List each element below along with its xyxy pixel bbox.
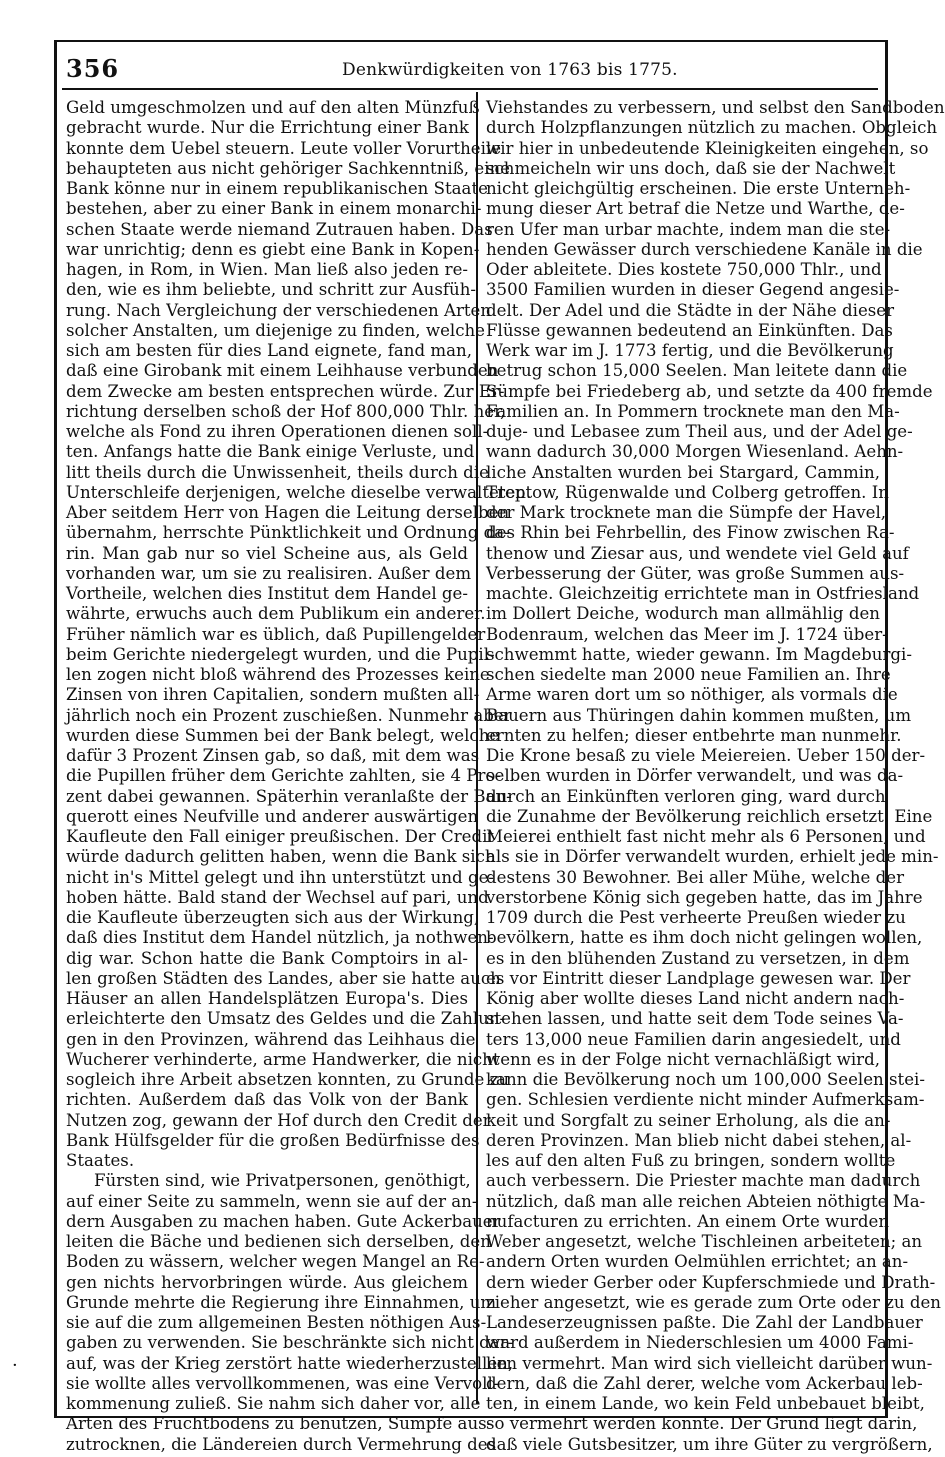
text-line: Staates. [66, 1151, 135, 1170]
text-line: beim Gerichte niedergelegt wurden, und die Pupil- [66, 644, 495, 664]
text-line: rin. Man gab nur so viel Scheine aus, als Geld [66, 543, 468, 563]
text-line: auf einer Seite zu sammeln, wenn sie auf der an- [66, 1191, 478, 1211]
text-line: andern Orten wurden Oelmühlen errichtet; an an- [486, 1252, 909, 1272]
text-line: Geld umgeschmolzen und auf den alten Münzfuß [66, 98, 480, 117]
text-line: im Dollert Deiche, wodurch man allmählig den [486, 604, 880, 624]
text-line: destens 30 Bewohner. Bei aller Mühe, welche der [486, 867, 905, 887]
text-line: jährlich noch ein Prozent zuschießen. Nunmehr aber [66, 705, 512, 725]
text-line: duje- und Lebasee zum Theil aus, und der Adel ge- [486, 422, 913, 441]
text-line: gaben zu verwenden. Sie beschränkte sich nicht dar- [66, 1333, 514, 1353]
text-line: schwemmt hatte, wieder gewann. Im Magdeburgi- [486, 644, 912, 664]
text-line: Früher nämlich war es üblich, daß Pupillengelder [66, 624, 486, 644]
text-line: bestehen, aber zu einer Bank in einem monarchi- [66, 199, 482, 219]
text-line: delt. Der Adel und die Städte in der Nähe dieser [486, 300, 895, 320]
text-line: behaupteten aus nicht gehöriger Sachkenntniß, eine [66, 158, 510, 178]
page-number: 356 [66, 54, 120, 83]
text-line: thenow und Ziesar aus, und wendete viel Geld auf [486, 543, 909, 563]
text-line: liche Anstalten wurden bei Stargard, Cammin, [486, 462, 880, 482]
text-line: so vermehrt werden konnte. Der Grund liegt darin, [486, 1414, 918, 1434]
text-line: ward außerdem in Niederschlesien um 4000 Fami- [486, 1333, 914, 1353]
text-line: zutrocknen, die Ländereien durch Vermehrung des [66, 1434, 497, 1454]
text-line: kann die Bevölkerung noch um 100,000 Seelen stei- [486, 1070, 925, 1089]
text-line: des Rhin bei Fehrbellin, des Finow zwischen Ra- [486, 523, 895, 543]
text-line: dern wieder Gerber oder Kupferschmiede und Drath- [486, 1272, 936, 1292]
text-line: Werk war im J. 1773 fertig, und die Bevölkerung [486, 341, 894, 360]
text-line: Die Krone besaß zu viele Meiereien. Ueber 150 der- [486, 746, 926, 765]
text-line: Aber seitdem Herr von Hagen die Leitung derselben [66, 503, 510, 522]
text-line: Verbesserung der Güter, was große Summen aus- [486, 563, 905, 583]
text-line: Bauern aus Thüringen dahin kommen mußten, um [486, 705, 912, 725]
text-line: richtung derselben schoß der Hof 800,000 Thlr. her, [66, 401, 506, 421]
text-line: Wucherer verhinderte, arme Handwerker, die nicht [66, 1049, 500, 1069]
text-line: Bank könne nur in einem republikanischen Staate [66, 179, 488, 198]
text-line: Grunde mehrte die Regierung ihre Einnahmen, um [66, 1292, 497, 1312]
text-line: währte, erwuchs auch dem Publikum ein anderer. [66, 604, 486, 624]
text-line: den, wie es ihm beliebte, und schritt zur Ausfüh- [66, 280, 476, 300]
running-title: Denkwürdigkeiten von 1763 bis 1775. [342, 60, 678, 80]
right-text-column [486, 98, 945, 1455]
text-line: dafür 3 Prozent Zinsen gab, so daß, mit dem was [66, 746, 480, 765]
text-line: Boden zu wässern, welcher wegen Mangel an Re- [66, 1252, 485, 1272]
text-line: wir hier in unbedeutende Kleinigkeiten eingehen, so [486, 138, 929, 158]
text-line: Nutzen zog, gewann der Hof durch den Credit der [66, 1110, 491, 1130]
text-line: zent dabei gewannen. Späterhin veranlaßte der Ban- [66, 786, 512, 806]
text-line: hagen, in Rom, in Wien. Man ließ also jeden re- [66, 260, 468, 279]
text-line: gebracht wurde. Nur die Errichtung einer Bank [66, 118, 469, 138]
text-line: bevölkern, hatte es ihm doch nicht gelingen wollen, [486, 928, 923, 948]
text-line: dig war. Schon hatte die Bank Comptoirs in al- [66, 948, 468, 968]
text-line: nicht gleichgültig erscheinen. Die erste Unterneh- [486, 179, 911, 198]
text-line: querott eines Neufville und anderer auswärtigen [66, 806, 479, 826]
text-line: hoben hätte. Bald stand der Wechsel auf pari, und [66, 887, 489, 907]
text-line: Kaufleute den Fall einiger preußischen. Der Credit [66, 827, 495, 846]
text-line: schmeicheln wir uns doch, daß sie der Nachwelt [486, 158, 896, 178]
text-line: war unrichtig; denn es giebt eine Bank in Kopen- [66, 239, 480, 259]
text-line: Treptow, Rügenwalde und Colberg getroffen. In [486, 482, 889, 502]
text-line: sich am besten für dies Land eignete, fand man, [66, 341, 472, 360]
text-line: König aber wollte dieses Land nicht andern nach- [486, 989, 905, 1008]
text-line: machte. Gleichzeitig errichtete man in Ostfriesland [486, 584, 920, 603]
text-line: Landeserzeugnissen paßte. Die Zahl der Landbauer [486, 1313, 923, 1332]
text-line: ren Ufer man urbar machte, indem man die ste- [486, 219, 891, 239]
text-line: die Zunahme der Bevölkerung reichlich ersetzt. Eine [486, 806, 933, 826]
text-line: schen siedelte man 2000 neue Familien an. Ihre [486, 665, 891, 684]
text-line: Bodenraum, welchen das Meer im J. 1724 über- [486, 624, 888, 644]
text-line: gen. Schlesien verdiente nicht minder Aufmerksam- [486, 1090, 925, 1110]
text-line: der Mark trocknete man die Sümpfe der Havel, [486, 503, 887, 522]
text-line: es in den blühenden Zustand zu versetzen, in dem [486, 948, 910, 968]
text-line: les auf den alten Fuß zu bringen, sondern wollte [486, 1151, 896, 1170]
text-line: len zogen nicht bloß während des Prozesses keine [66, 665, 490, 684]
text-line: die Pupillen früher dem Gerichte zahlten, sie 4 Pro- [66, 766, 501, 786]
text-line: dem Zwecke am besten entsprechen würde. Zur Er- [66, 381, 505, 401]
text-line: Sümpfe bei Friedeberg ab, und setzte da 400 fremde [486, 381, 933, 401]
margin-mark: · [12, 1355, 18, 1376]
text-line: kommenung zuließ. Sie nahm sich daher vor, alle [66, 1394, 481, 1413]
text-line: deren Provinzen. Man blieb nicht dabei stehen, al- [486, 1130, 912, 1150]
text-line: wurden diese Summen bei der Bank belegt, welche [66, 725, 500, 745]
text-line: gen in den Provinzen, während das Leihhaus die [66, 1029, 476, 1049]
text-line: ters 13,000 neue Familien darin angesiedelt, und [486, 1029, 901, 1049]
text-line: auch verbessern. Die Priester machte man dadurch [486, 1171, 921, 1191]
text-line: leiten die Bäche und bedienen sich derselben, den [66, 1232, 491, 1251]
text-line: Fürsten sind, wie Privatpersonen, genöthigt, [94, 1171, 471, 1191]
text-line: Unterschleife derjenigen, welche dieselbe verwalteten. [66, 482, 532, 502]
text-line: welche als Fond zu ihren Operationen dienen soll- [66, 422, 489, 441]
text-line: lien vermehrt. Man wird sich vielleicht darüber wun- [486, 1353, 933, 1373]
text-line: konnte dem Uebel steuern. Leute voller Vorurtheile [66, 138, 502, 158]
text-line: mung dieser Art betraf die Netze und Warthe, de- [486, 199, 905, 219]
text-line: als sie in Dörfer verwandelt wurden, erhielt jede min- [486, 847, 939, 867]
text-line: Arten des Fruchtbodens zu benutzen, Sümpfe aus- [66, 1414, 493, 1434]
text-line: Viehstandes zu verbessern, und selbst den Sandboden [486, 98, 945, 117]
text-line: erleichterte den Umsatz des Geldes und die Zahlun- [66, 1009, 506, 1029]
text-line: dern, daß die Zahl derer, welche vom Ackerbau leb- [486, 1373, 923, 1393]
text-line: verstorbene König sich gegeben hatte, das im Jahre [486, 887, 923, 907]
text-line: Meierei enthielt fast nicht mehr als 6 Personen, und [486, 827, 926, 846]
text-line: schen Staate werde niemand Zutrauen haben. Das [66, 219, 493, 239]
text-line: nicht in's Mittel gelegt und ihn unterstützt und ge- [66, 867, 495, 887]
text-line: nufacturen zu errichten. An einem Orte wurden [486, 1211, 890, 1231]
text-line: die Kaufleute überzeugten sich aus der Wirkung, [66, 908, 480, 927]
text-line: daß viele Gutsbesitzer, um ihre Güter zu vergrößern, [486, 1434, 933, 1454]
text-line: rung. Nach Vergleichung der verschiedenen Arten [66, 300, 492, 320]
text-line: durch Holzpflanzungen nützlich zu machen. Obgleich [486, 118, 938, 138]
text-line: sogleich ihre Arbeit absetzen konnten, zu Grunde zu [66, 1070, 510, 1089]
text-line: solcher Anstalten, um diejenige zu finden, welche [66, 320, 485, 340]
text-line: Weber angesetzt, welche Tischleinen arbeiteten; an [486, 1232, 923, 1251]
text-line: auf, was der Krieg zerstört hatte wiederherzustellen, [66, 1353, 514, 1373]
text-line: Zinsen von ihren Capitalien, sondern mußten all- [66, 685, 480, 705]
left-text-column [66, 98, 532, 1455]
text-line: Familien an. In Pommern trocknete man den Ma- [486, 401, 900, 421]
header-rule [62, 88, 878, 90]
text-line: nützlich, daß man alle reichen Abteien nöthigte Ma- [486, 1191, 926, 1211]
text-line: Häuser an allen Handelsplätzen Europa's. Dies [66, 989, 468, 1008]
text-line: Oder ableitete. Dies kostete 750,000 Thlr., und [486, 260, 882, 279]
text-line: dern Ausgaben zu machen haben. Gute Ackerbauer [66, 1211, 501, 1231]
text-line: sie auf die zum allgemeinen Besten nöthigen Aus- [66, 1313, 487, 1332]
text-line: wenn es in der Folge nicht vernachläßigt wird, [486, 1049, 880, 1069]
text-line: Vortheile, welchen dies Institut dem Handel ge- [66, 584, 468, 603]
text-line: durch an Einkünften verloren ging, ward durch [486, 786, 886, 806]
text-line: stehen lassen, und hatte seit dem Tode seines Va- [486, 1009, 904, 1029]
text-line: litt theils durch die Unwissenheit, theils durch die [66, 462, 489, 482]
text-line: daß eine Girobank mit einem Leihhause verbunden [66, 361, 499, 381]
text-line: ten. Anfangs hatte die Bank einige Verluste, und [66, 442, 475, 462]
text-line: sie wollte alles vervollkommenen, was eine Vervoll- [66, 1373, 499, 1393]
text-line: daß dies Institut dem Handel nützlich, ja nothwen- [66, 928, 494, 948]
text-line: richten. Außerdem daß das Volk von der Bank [66, 1090, 468, 1110]
text-line: Arme waren dort um so nöthiger, als vormals die [486, 685, 898, 705]
text-line: 1709 durch die Pest verheerte Preußen wieder zu [486, 908, 906, 927]
text-line: vorhanden war, um sie zu realisiren. Außer dem [66, 563, 472, 583]
text-line: gen nichts hervorbringen würde. Aus gleichem [66, 1272, 468, 1292]
text-line: 3500 Familien wurden in dieser Gegend angesie- [486, 280, 900, 300]
text-line: keit und Sorgfalt zu seiner Erholung, als die an- [486, 1110, 891, 1130]
text-line: selben wurden in Dörfer verwandelt, und was da- [486, 766, 904, 786]
text-line: es vor Eintritt dieser Landplage gewesen war. Der [486, 968, 911, 988]
text-line: würde dadurch gelitten haben, wenn die Bank sich [66, 847, 496, 867]
text-line: len großen Städten des Landes, aber sie hatte auch [66, 968, 501, 988]
text-line: wann dadurch 30,000 Morgen Wiesenland. Aehn- [486, 442, 904, 462]
text-line: zieher angesetzt, wie es gerade zum Orte oder zu den [486, 1292, 941, 1312]
text-line: Bank Hülfsgelder für die großen Bedürfnisse des [66, 1130, 480, 1150]
text-line: ernten zu helfen; dieser entbehrte man nunmehr. [486, 725, 902, 745]
text-line: Flüsse gewannen bedeutend an Einkünften. Das [486, 320, 893, 340]
text-line: ten, in einem Lande, wo kein Feld unbebauet bleibt, [486, 1394, 925, 1413]
page-header [66, 54, 878, 84]
text-line: betrug schon 15,000 Seelen. Man leitete dann die [486, 361, 908, 381]
text-line: übernahm, herrschte Pünktlichkeit und Ordnung da- [66, 523, 510, 543]
text-line: henden Gewässer durch verschiedene Kanäle in die [486, 239, 923, 259]
